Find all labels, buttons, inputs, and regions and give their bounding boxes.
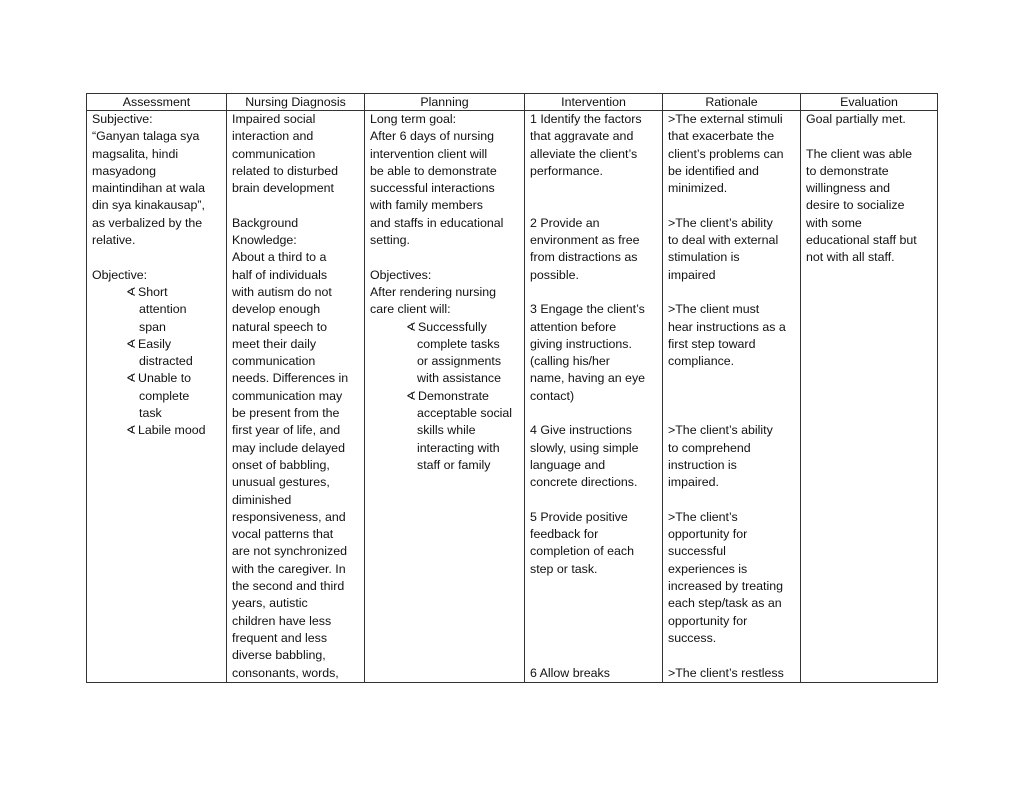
header-intervention: Intervention	[525, 94, 663, 111]
planning-text-line: staff or family	[417, 457, 491, 472]
rationale-text-line: >The client’s restless	[668, 665, 784, 680]
planning-text-line: successful interactions	[370, 181, 495, 196]
rationale-text-line: increased by treating	[668, 579, 784, 594]
planning-text-line: Long term goal:	[370, 112, 457, 126]
assessment-text-line: “Ganyan talaga sya	[92, 129, 200, 144]
header-rationale: Rationale	[663, 94, 801, 111]
diagnosis-text-line: meet their daily	[232, 336, 317, 351]
bullet-arrow-icon: ∢	[406, 388, 417, 403]
intervention-text-line: concrete directions.	[530, 475, 638, 490]
planning-text-line: or assignments	[417, 354, 502, 369]
nursing-care-plan-table	[86, 93, 938, 683]
diagnosis-text-line: with autism do not	[232, 284, 332, 299]
assessment-text-line: complete	[139, 388, 190, 403]
intervention-text-line: from distractions as	[530, 250, 638, 265]
bullet-text: Easily	[138, 336, 172, 351]
evaluation-text-line: willingness and	[806, 181, 891, 196]
intervention-text-line: that aggravate and	[530, 129, 634, 144]
assessment-text-line: Objective:	[92, 267, 148, 282]
assessment-cell	[87, 111, 227, 683]
rationale-text-line: each step/task as an	[668, 596, 782, 611]
planning-text-line: complete tasks	[417, 336, 500, 351]
assessment-text-line: maintindihan at wala	[92, 181, 205, 196]
rationale-text-line	[668, 284, 795, 301]
evaluation-text-line: educational staff but	[806, 233, 917, 248]
assessment-text-line: task	[139, 406, 162, 421]
diagnosis-text-line: half of individuals	[232, 267, 328, 282]
header-planning: Planning	[365, 94, 525, 111]
content-row	[87, 111, 938, 683]
diagnosis-text-line: Knowledge:	[232, 233, 297, 248]
bullet-arrow-icon: ∢	[126, 336, 137, 351]
rationale-text-line: impaired.	[668, 475, 719, 490]
intervention-text-line: name, having an eye	[530, 371, 646, 386]
diagnosis-text-line: communication	[232, 354, 316, 369]
intervention-text-line	[530, 197, 657, 214]
intervention-text-line	[530, 613, 657, 630]
rationale-text-line: compliance.	[668, 354, 735, 369]
diagnosis-text-line: first year of life, and	[232, 423, 341, 438]
diagnosis-text-line: responsiveness, and	[232, 509, 346, 524]
diagnosis-text-line: the second and third	[232, 579, 345, 594]
assessment-text-line: distracted	[139, 354, 193, 369]
intervention-text-line: contact)	[530, 388, 575, 403]
rationale-text-line	[668, 370, 795, 387]
rationale-text-line: stimulation is	[668, 250, 740, 265]
intervention-text-line: possible.	[530, 267, 579, 282]
planning-text-line: After 6 days of nursing	[370, 129, 494, 144]
intervention-text-line: 2 Provide an	[530, 215, 600, 230]
diagnosis-text-line: be present from the	[232, 406, 340, 421]
evaluation-text-line: not with all staff.	[806, 250, 895, 265]
planning-text-line: with family members	[370, 198, 483, 213]
diagnosis-text-line: diminished	[232, 492, 292, 507]
rationale-text-line: be identified and	[668, 163, 759, 178]
intervention-text-line	[530, 492, 657, 509]
diagnosis-text-line: diverse babbling,	[232, 648, 326, 663]
bullet-text: Labile mood	[138, 423, 206, 438]
intervention-text-line: (calling his/her	[530, 354, 610, 369]
planning-text-line: setting.	[370, 233, 410, 248]
diagnosis-text-line: Impaired social	[232, 112, 316, 126]
intervention-text-line: language and	[530, 457, 606, 472]
intervention-text-line: completion of each	[530, 544, 635, 559]
bullet-text: Successfully	[418, 319, 487, 334]
bullet-arrow-icon: ∢	[126, 371, 137, 386]
diagnosis-text-line: needs. Differences in	[232, 371, 349, 386]
intervention-text-line	[530, 405, 657, 422]
planning-text-line: Objectives:	[370, 267, 432, 282]
planning-text-line: acceptable social	[417, 406, 513, 421]
planning-bullet-item	[370, 319, 519, 336]
rationale-cell	[663, 111, 801, 683]
rationale-text-line: minimized.	[668, 181, 728, 196]
assessment-text-line: Subjective:	[92, 112, 153, 126]
diagnosis-text-line: About a third to a	[232, 250, 327, 265]
diagnosis-text-line: children have less	[232, 613, 332, 628]
evaluation-cell	[801, 111, 938, 683]
intervention-text-line: slowly, using simple	[530, 440, 639, 455]
bullet-text: Demonstrate	[418, 388, 489, 403]
planning-text-line: with assistance	[417, 371, 502, 386]
rationale-text-line: client’s problems can	[668, 146, 784, 161]
diagnosis-text-line: onset of babbling,	[232, 457, 330, 472]
diagnosis-text-line: develop enough	[232, 302, 321, 317]
intervention-text-line: giving instructions.	[530, 336, 632, 351]
rationale-text-line: that exacerbate the	[668, 129, 775, 144]
evaluation-text-line	[806, 128, 932, 145]
evaluation-text-line: with some	[806, 215, 862, 230]
rationale-text-line: >The client must	[668, 302, 760, 317]
header-evaluation: Evaluation	[801, 94, 938, 111]
diagnosis-text-line: communication may	[232, 388, 343, 403]
diagnosis-text-line: frequent and less	[232, 630, 328, 645]
intervention-text-line	[530, 647, 657, 664]
intervention-text-line: 3 Engage the client’s	[530, 302, 645, 317]
diagnosis-text-line: may include delayed	[232, 440, 345, 455]
bullet-text: Unable to	[138, 371, 192, 386]
rationale-text-line	[668, 197, 795, 214]
planning-text-line: After rendering nursing	[370, 284, 497, 299]
assessment-text-line: magsalita, hindi	[92, 146, 179, 161]
rationale-text-line: hear instructions as a	[668, 319, 786, 334]
diagnosis-text-line: brain development	[232, 181, 334, 196]
rationale-text-line	[668, 388, 795, 405]
rationale-text-line: >The client’s ability	[668, 423, 773, 438]
rationale-text-line: >The client’s	[668, 509, 738, 524]
assessment-text-line: attention	[139, 302, 187, 317]
diagnosis-text-line: are not synchronized	[232, 544, 348, 559]
planning-text-line: be able to demonstrate	[370, 163, 497, 178]
intervention-text-line: alleviate the client’s	[530, 146, 638, 161]
intervention-text-line	[530, 180, 657, 197]
assessment-text-line: din sya kinakausap”,	[92, 198, 205, 213]
rationale-text-line	[668, 405, 795, 422]
intervention-text-line	[530, 284, 657, 301]
assessment-text-line: span	[139, 319, 166, 334]
intervention-cell	[525, 111, 663, 683]
rationale-text-line	[668, 647, 795, 664]
diagnosis-text-line: vocal patterns that	[232, 527, 334, 542]
intervention-text-line: 6 Allow breaks	[530, 665, 610, 680]
intervention-text-line: 1 Identify the factors	[530, 112, 642, 126]
diagnosis-text-line: Background	[232, 215, 299, 230]
header-assessment: Assessment	[87, 94, 227, 111]
diagnosis-text-line: communication	[232, 146, 316, 161]
evaluation-text-line: The client was able	[806, 146, 913, 161]
diagnosis-text-line: with the caregiver. In	[232, 561, 346, 576]
rationale-text-line: instruction is	[668, 457, 737, 472]
planning-text-line: skills while	[417, 423, 476, 438]
rationale-text-line	[668, 492, 795, 509]
diagnosis-text-line: unusual gestures,	[232, 475, 330, 490]
intervention-text-line: environment as free	[530, 233, 640, 248]
bullet-arrow-icon: ∢	[126, 423, 137, 438]
rationale-text-line: first step toward	[668, 336, 756, 351]
nursing-diagnosis-cell	[227, 111, 365, 683]
intervention-text-line: feedback for	[530, 527, 599, 542]
intervention-text-line: performance.	[530, 163, 604, 178]
assessment-text-line	[92, 249, 221, 266]
planning-text-line	[370, 249, 519, 266]
intervention-text-line: attention before	[530, 319, 617, 334]
diagnosis-text-line: consonants, words,	[232, 665, 339, 680]
planning-bullet-item	[370, 388, 519, 405]
planning-text-line: and staffs in educational	[370, 215, 504, 230]
diagnosis-text-line: related to disturbed	[232, 163, 339, 178]
diagnosis-text-line: interaction and	[232, 129, 314, 144]
intervention-text-line	[530, 630, 657, 647]
evaluation-text-line: to demonstrate	[806, 163, 889, 178]
assessment-text-line: relative.	[92, 233, 136, 248]
assessment-text-line: masyadong	[92, 163, 157, 178]
bullet-arrow-icon: ∢	[126, 284, 137, 299]
header-nursing-diagnosis: Nursing Diagnosis	[227, 94, 365, 111]
rationale-text-line: success.	[668, 630, 717, 645]
diagnosis-text-line: natural speech to	[232, 319, 328, 334]
assessment-bullet-item	[92, 370, 221, 387]
planning-cell	[365, 111, 525, 683]
header-row	[87, 94, 938, 111]
rationale-text-line: successful	[668, 544, 726, 559]
diagnosis-text-line	[232, 197, 359, 214]
rationale-text-line: opportunity for	[668, 613, 748, 628]
assessment-bullet-item	[92, 422, 221, 439]
rationale-text-line: opportunity for	[668, 527, 748, 542]
planning-text-line: care client will:	[370, 302, 451, 317]
rationale-text-line: to comprehend	[668, 440, 751, 455]
rationale-text-line: to deal with external	[668, 233, 779, 248]
diagnosis-text-line: years, autistic	[232, 596, 308, 611]
bullet-arrow-icon: ∢	[406, 319, 417, 334]
evaluation-text-line: desire to socialize	[806, 198, 905, 213]
intervention-text-line	[530, 578, 657, 595]
rationale-text-line: impaired	[668, 267, 716, 282]
evaluation-text-line: Goal partially met.	[806, 112, 906, 126]
bullet-text: Short	[138, 284, 168, 299]
intervention-text-line: 4 Give instructions	[530, 423, 632, 438]
intervention-text-line	[530, 595, 657, 612]
rationale-text-line: >The external stimuli	[668, 112, 783, 126]
planning-text-line: intervention client will	[370, 146, 488, 161]
rationale-text-line: >The client’s ability	[668, 215, 773, 230]
intervention-text-line: step or task.	[530, 561, 598, 576]
assessment-text-line: as verbalized by the	[92, 215, 203, 230]
rationale-text-line: experiences is	[668, 561, 748, 576]
planning-text-line: interacting with	[417, 440, 500, 455]
intervention-text-line: 5 Provide positive	[530, 509, 628, 524]
assessment-bullet-item	[92, 336, 221, 353]
assessment-bullet-item	[92, 284, 221, 301]
